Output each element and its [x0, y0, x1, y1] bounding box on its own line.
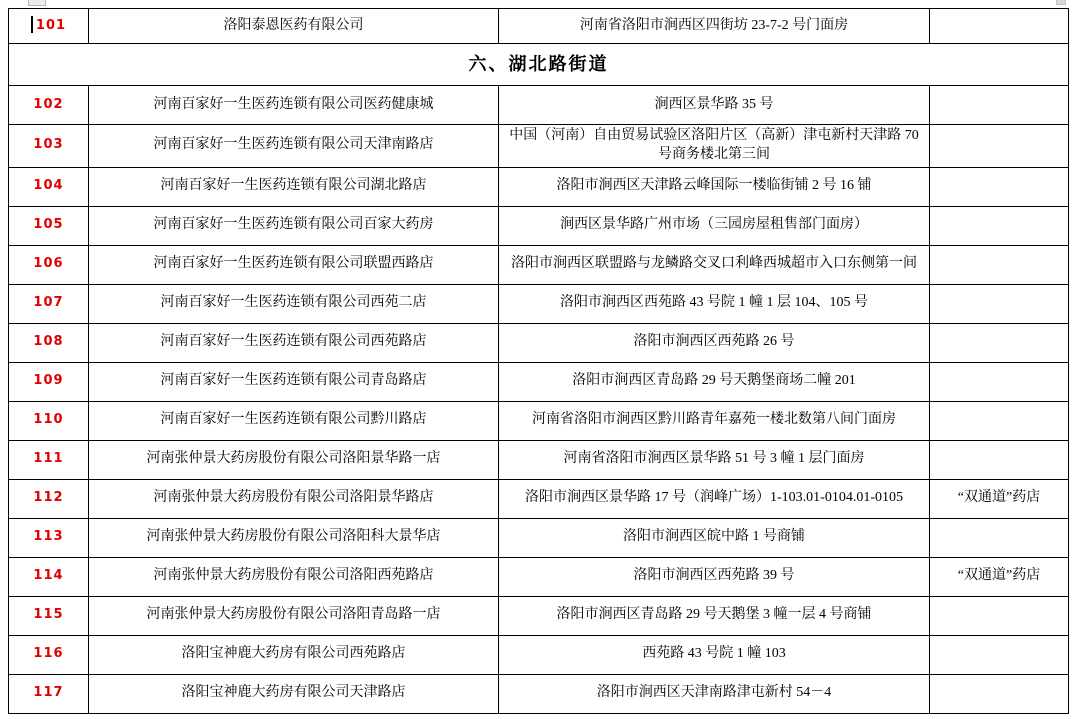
- address-cell[interactable]: [499, 125, 930, 168]
- table-row: [9, 674, 1069, 713]
- address: 洛阳市涧西区天津路云峰国际一楼临街铺 2 号 16 铺: [556, 178, 872, 194]
- address: 洛阳市涧西区西苑路 43 号院 1 幢 1 层 104、105 号: [560, 295, 868, 311]
- address-cell[interactable]: [499, 479, 930, 518]
- table-row: [9, 596, 1069, 635]
- row-number-cell[interactable]: [9, 440, 89, 479]
- company-name: 河南百家好一生医药连锁有限公司医药健康城: [153, 96, 434, 112]
- row-number-cell[interactable]: [9, 479, 89, 518]
- table-row: [9, 9, 1069, 44]
- company-name-cell[interactable]: [89, 596, 499, 635]
- table-row: [9, 557, 1069, 596]
- row-number-cell[interactable]: [9, 362, 89, 401]
- remark-cell[interactable]: [930, 362, 1069, 401]
- address-cell[interactable]: [499, 323, 930, 362]
- address-cell[interactable]: [499, 245, 930, 284]
- address-cell[interactable]: [499, 362, 930, 401]
- address: 洛阳市涧西区联盟路与龙鳞路交叉口利峰西城超市入口东侧第一间: [511, 256, 917, 272]
- row-number-cell[interactable]: [9, 125, 89, 168]
- company-name: 河南百家好一生医药连锁有限公司黔川路店: [160, 412, 427, 428]
- address: 洛阳市涧西区景华路 17 号（润峰广场）1-103.01-0104.01-0105: [525, 490, 903, 506]
- address: 河南省洛阳市涧西区景华路 51 号 3 幢 1 层门面房: [563, 451, 865, 467]
- remark-cell[interactable]: [930, 9, 1069, 44]
- section-title-cell[interactable]: [9, 44, 1069, 86]
- table-row: [9, 167, 1069, 206]
- row-number: 114: [33, 568, 64, 584]
- company-name-cell[interactable]: [89, 479, 499, 518]
- address-cell[interactable]: [499, 635, 930, 674]
- row-number: 109: [33, 373, 64, 389]
- row-number-cell[interactable]: [9, 674, 89, 713]
- row-number: 104: [33, 178, 64, 194]
- table-row: [9, 125, 1069, 168]
- table-row: [9, 635, 1069, 674]
- company-name: 河南张仲景大药房股份有限公司洛阳景华路店: [153, 490, 434, 506]
- remark-cell[interactable]: [930, 674, 1069, 713]
- remark-cell[interactable]: [930, 635, 1069, 674]
- company-name-cell[interactable]: [89, 125, 499, 168]
- company-name-cell[interactable]: [89, 401, 499, 440]
- company-name-cell[interactable]: [89, 167, 499, 206]
- company-name-cell[interactable]: [89, 362, 499, 401]
- remark: “双通道”药店: [957, 568, 1041, 584]
- company-name: 河南百家好一生医药连锁有限公司天津南路店: [153, 137, 434, 153]
- row-number-cell[interactable]: [9, 635, 89, 674]
- company-name: 洛阳泰恩医药有限公司: [223, 17, 364, 33]
- page-edge-artifact: [1056, 0, 1066, 5]
- table-row: [9, 284, 1069, 323]
- remark-cell[interactable]: [930, 167, 1069, 206]
- address: 洛阳市涧西区青岛路 29 号天鹅堡商场二幢 201: [572, 373, 856, 389]
- company-name-cell[interactable]: [89, 245, 499, 284]
- remark-cell[interactable]: [930, 323, 1069, 362]
- row-number-cell[interactable]: [9, 86, 89, 125]
- company-name-cell[interactable]: [89, 635, 499, 674]
- remark-cell[interactable]: [930, 557, 1069, 596]
- row-number: 112: [33, 490, 64, 506]
- remark-cell[interactable]: [930, 401, 1069, 440]
- row-number: 107: [33, 295, 64, 311]
- row-number: 102: [33, 96, 64, 112]
- row-number: 103: [33, 137, 64, 153]
- table-row: [9, 362, 1069, 401]
- company-name: 河南百家好一生医药连锁有限公司青岛路店: [160, 373, 427, 389]
- table-row: [9, 206, 1069, 245]
- remark-cell[interactable]: [930, 284, 1069, 323]
- address-cell[interactable]: [499, 167, 930, 206]
- row-number-cell[interactable]: [9, 206, 89, 245]
- remark-cell[interactable]: [930, 518, 1069, 557]
- table-row: [9, 323, 1069, 362]
- address-cell[interactable]: [499, 518, 930, 557]
- row-number-cell[interactable]: [9, 284, 89, 323]
- text-cursor: [31, 16, 33, 33]
- address-cell[interactable]: [499, 440, 930, 479]
- address: 中国（河南）自由贸易试验区洛阳片区（高新）津屯新村天津路 70 号商务楼北第三间: [509, 128, 919, 162]
- company-name: 河南张仲景大药房股份有限公司洛阳景华路一店: [146, 451, 441, 467]
- company-name: 河南百家好一生医药连锁有限公司西苑二店: [160, 295, 427, 311]
- address-cell[interactable]: [499, 284, 930, 323]
- row-number-cell[interactable]: [9, 518, 89, 557]
- table-row: [9, 245, 1069, 284]
- remark-cell[interactable]: [930, 596, 1069, 635]
- section-title: 六、湖北路街道: [468, 54, 609, 75]
- row-number: 110: [33, 412, 64, 428]
- company-name-cell[interactable]: [89, 674, 499, 713]
- company-name-cell[interactable]: [89, 9, 499, 44]
- pharmacy-table-body: [9, 9, 1069, 714]
- table-row: [9, 518, 1069, 557]
- table-row: [9, 440, 1069, 479]
- row-number: 106: [33, 256, 64, 272]
- address-cell[interactable]: [499, 596, 930, 635]
- row-number: 116: [33, 646, 64, 662]
- table-row: [9, 86, 1069, 125]
- address-cell[interactable]: [499, 86, 930, 125]
- company-name: 洛阳宝神鹿大药房有限公司天津路店: [181, 685, 406, 701]
- address: 西苑路 43 号院 1 幢 103: [642, 646, 786, 662]
- row-number-cell[interactable]: [9, 245, 89, 284]
- address: 涧西区景华路 35 号: [654, 96, 774, 112]
- company-name: 河南百家好一生医药连锁有限公司百家大药房: [153, 217, 434, 233]
- address-cell[interactable]: [499, 557, 930, 596]
- company-name-cell[interactable]: [89, 284, 499, 323]
- row-number: 105: [33, 217, 64, 233]
- row-number-cell[interactable]: [9, 167, 89, 206]
- row-number: 115: [33, 607, 64, 623]
- row-number: 101: [35, 17, 67, 33]
- address: 河南省洛阳市涧西区黔川路青年嘉苑一楼北数第八间门面房: [532, 412, 896, 428]
- company-name: 河南张仲景大药房股份有限公司洛阳西苑路店: [153, 568, 434, 584]
- row-number: 117: [33, 685, 64, 701]
- section-row: [9, 44, 1069, 86]
- address-cell[interactable]: [499, 401, 930, 440]
- pharmacy-table: [8, 8, 1069, 714]
- address: 涧西区景华路广州市场（三园房屋租售部门面房）: [560, 217, 868, 233]
- table-row: [9, 401, 1069, 440]
- remark-cell[interactable]: [930, 479, 1069, 518]
- remark-cell[interactable]: [930, 206, 1069, 245]
- address: 洛阳市涧西区天津南路津屯新村 54－4: [596, 685, 832, 701]
- remark-cell[interactable]: [930, 125, 1069, 168]
- row-number-cell[interactable]: [9, 557, 89, 596]
- company-name-cell[interactable]: [89, 440, 499, 479]
- company-name: 河南百家好一生医药连锁有限公司湖北路店: [160, 178, 427, 194]
- company-name: 河南张仲景大药房股份有限公司洛阳科大景华店: [146, 529, 441, 545]
- company-name-cell[interactable]: [89, 323, 499, 362]
- row-number-cell[interactable]: [9, 9, 89, 44]
- table-row: [9, 479, 1069, 518]
- remark-cell[interactable]: [930, 245, 1069, 284]
- company-name: 河南百家好一生医药连锁有限公司西苑路店: [160, 334, 427, 350]
- company-name-cell[interactable]: [89, 206, 499, 245]
- address-cell[interactable]: [499, 9, 930, 44]
- page-edge-artifact: [28, 0, 46, 6]
- row-number: 108: [33, 334, 64, 350]
- company-name-cell[interactable]: [89, 518, 499, 557]
- row-number-cell[interactable]: [9, 596, 89, 635]
- row-number-cell[interactable]: [9, 401, 89, 440]
- row-number: 113: [33, 529, 64, 545]
- remark: “双通道”药店: [957, 490, 1041, 506]
- address: 洛阳市涧西区皖中路 1 号商铺: [623, 529, 805, 545]
- company-name: 洛阳宝神鹿大药房有限公司西苑路店: [181, 646, 406, 662]
- company-name-cell[interactable]: [89, 86, 499, 125]
- address: 洛阳市涧西区西苑路 39 号: [633, 568, 795, 584]
- address: 洛阳市涧西区西苑路 26 号: [633, 334, 795, 350]
- row-number-cell[interactable]: [9, 323, 89, 362]
- address-cell[interactable]: [499, 674, 930, 713]
- row-number: 111: [33, 451, 64, 467]
- remark-cell[interactable]: [930, 86, 1069, 125]
- address-cell[interactable]: [499, 206, 930, 245]
- company-name: 河南张仲景大药房股份有限公司洛阳青岛路一店: [146, 607, 441, 623]
- address: 河南省洛阳市涧西区四街坊 23-7-2 号门面房: [579, 17, 849, 33]
- remark-cell[interactable]: [930, 440, 1069, 479]
- company-name-cell[interactable]: [89, 557, 499, 596]
- address: 洛阳市涧西区青岛路 29 号天鹅堡 3 幢一层 4 号商铺: [556, 607, 872, 623]
- company-name: 河南百家好一生医药连锁有限公司联盟西路店: [153, 256, 434, 272]
